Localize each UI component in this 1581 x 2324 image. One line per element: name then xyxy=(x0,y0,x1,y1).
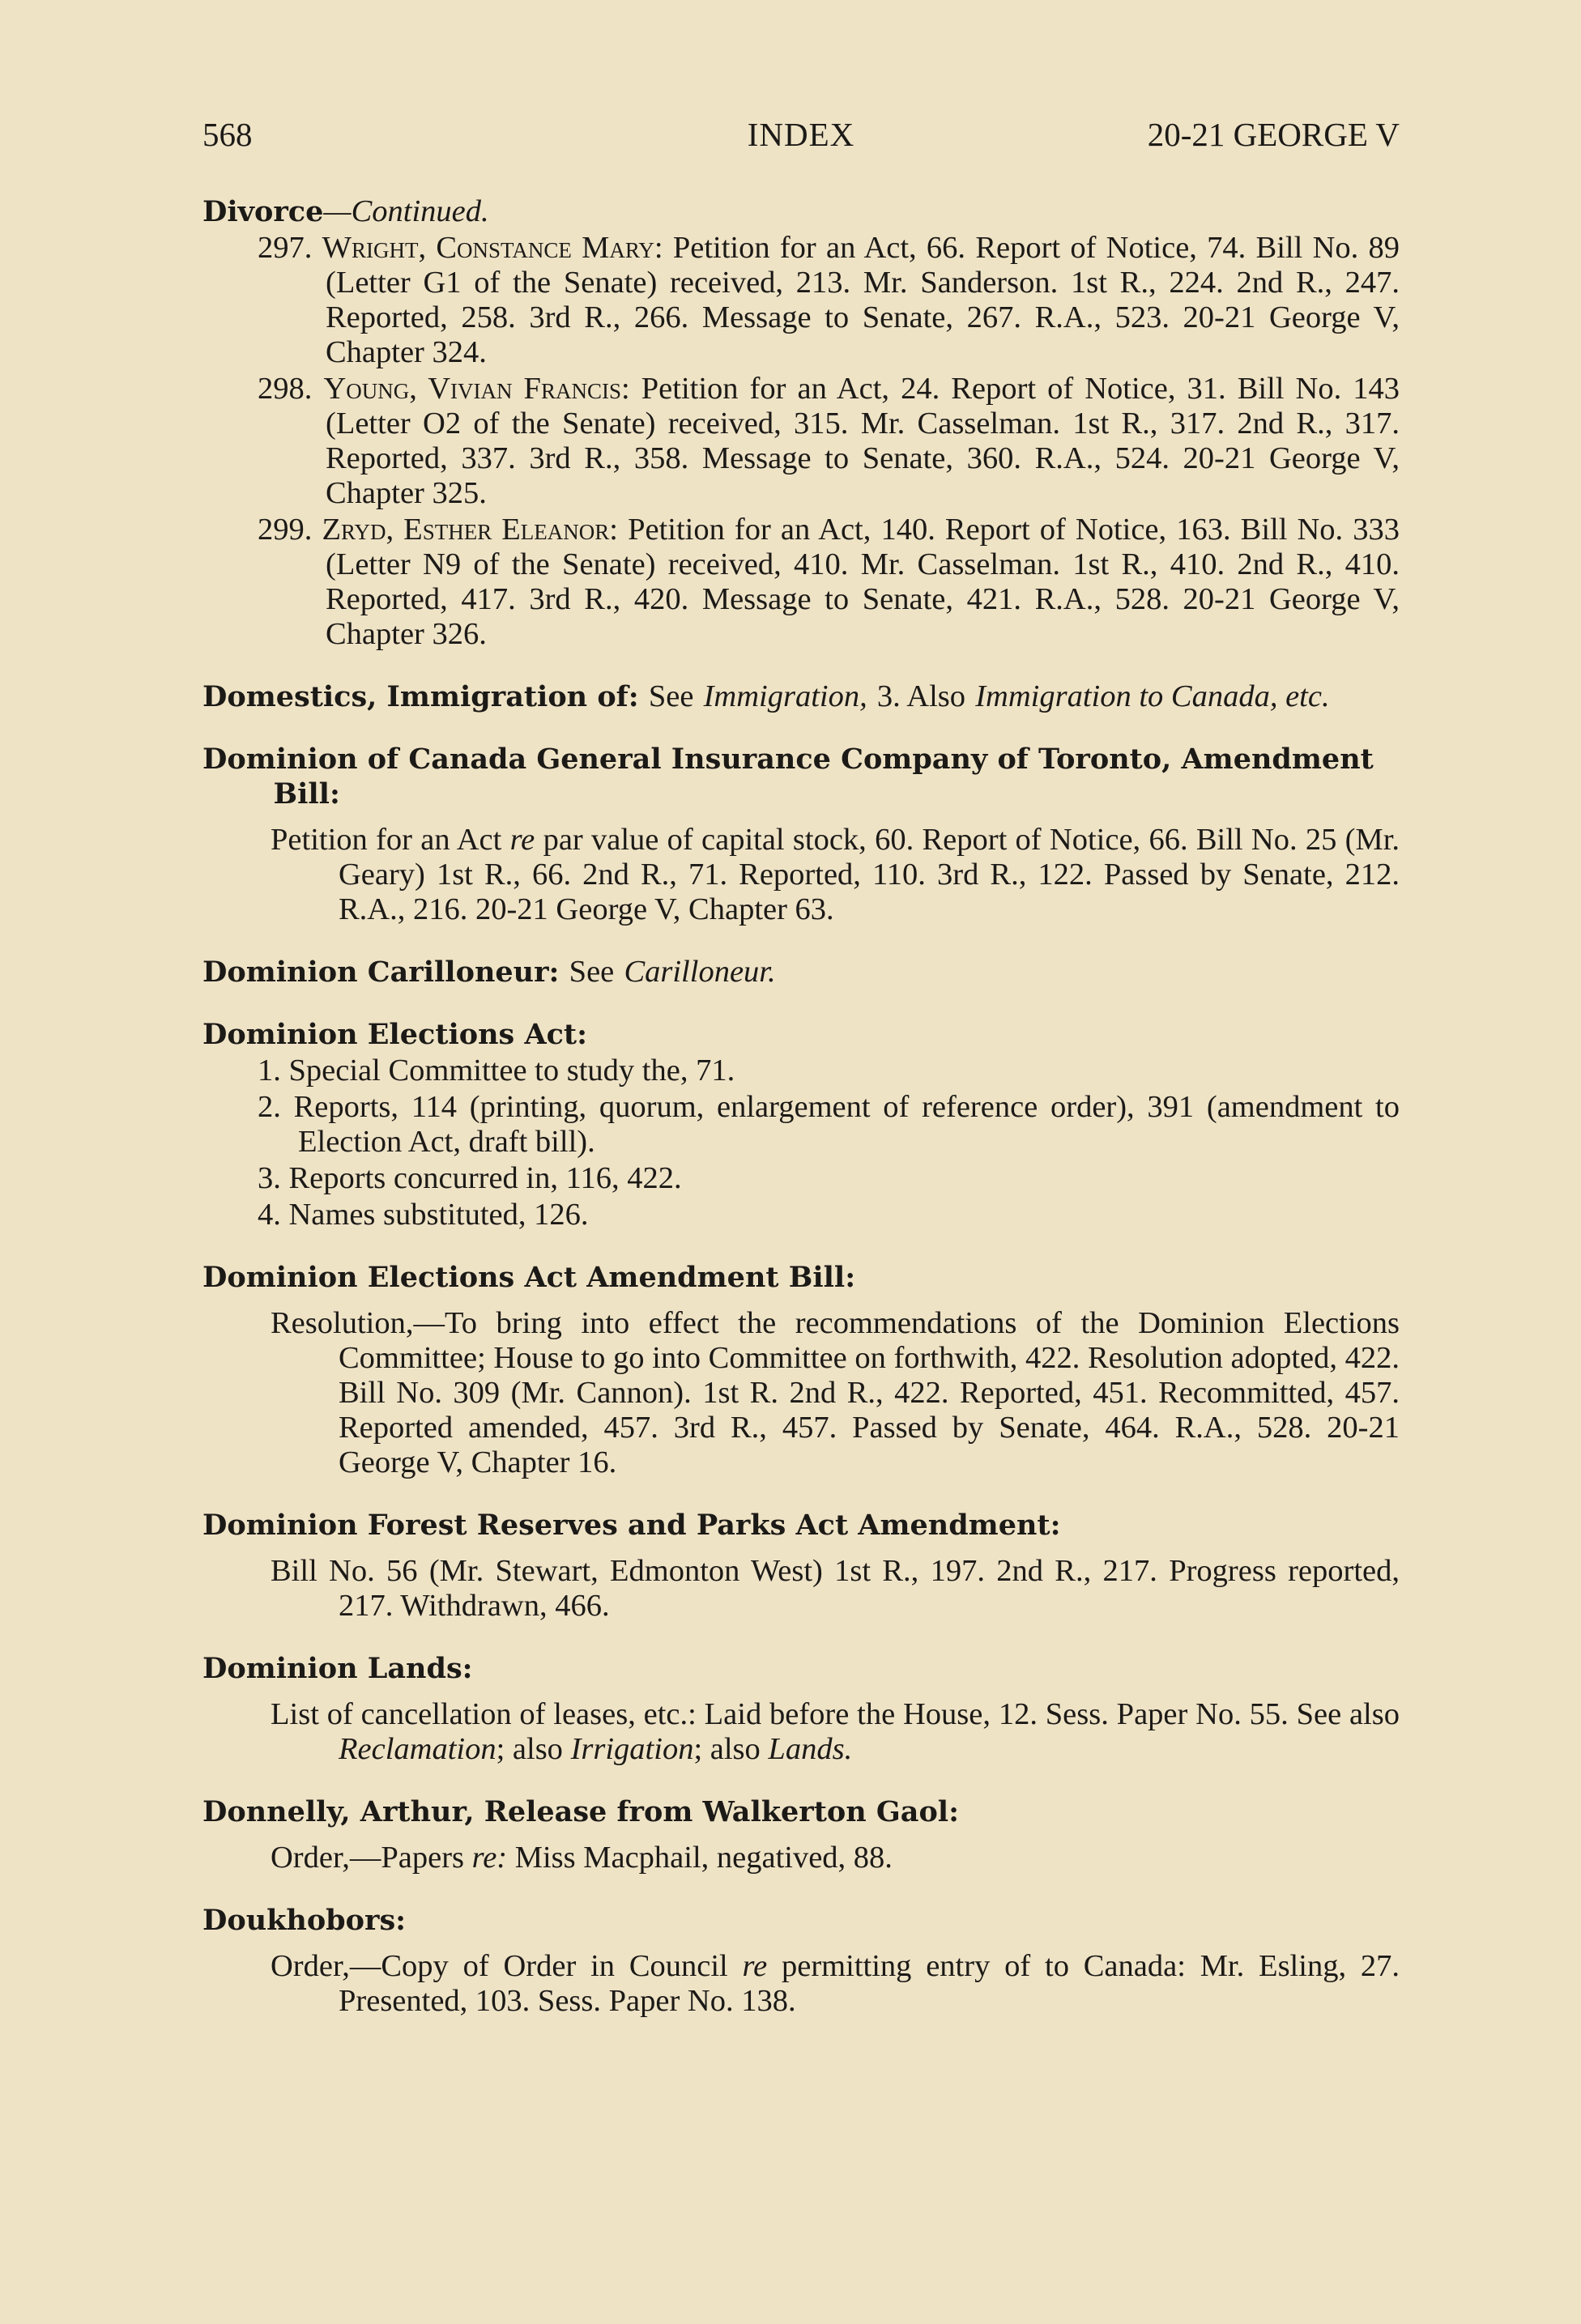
entry-text: : Petition for an Act, 66. Report of Notice, 74. Bill No. 89 (Letter G1 of the Senate) received, 213. Mr. Sanderson. 1st R., 224. 2nd R., 247. Reported, 258. 3rd R., 266. Message to Senate, 267. R.A., 523. 20-21 George V, Chapter 324. xyxy=(326,231,1400,369)
heading-divorce: Divorce—Continued. xyxy=(202,194,489,228)
cross-reference: Immigration, xyxy=(703,679,867,713)
section-carilloneur xyxy=(202,955,1400,990)
section-domestics xyxy=(202,679,1400,714)
divorce-entry xyxy=(258,231,1400,370)
entry-name: Young, Vivian Francis xyxy=(323,372,621,406)
entry-text: : Petition for an Act, 24. Report of Notice, 31. Bill No. 143 (Letter O2 of the Senate) received, 315. Mr. Casselman. 1st R., 317. 2nd R., 317. Reported, 337. 3rd R., 358. Message to Senate, 360. R.A., 524. 20-21 George V, Chapter 325. xyxy=(326,372,1400,510)
heading-dominion-lands: Dominion Lands: xyxy=(202,1652,473,1685)
entry-text: Order,—Copy of Order in Council re permitting entry of to Canada: Mr. Esling, 27. Presented, 103. Sess. Paper No. 138. xyxy=(271,1949,1400,2018)
index-content xyxy=(202,194,1400,2019)
list-item: 4. Names substituted, 126. xyxy=(258,1198,589,1232)
entry-number: 299. xyxy=(258,513,313,547)
entry-text: Bill No. 56 (Mr. Stewart, Edmonton West) 1st R., 197. 2nd R., 217. Progress reported, 217. Withdrawn, 466. xyxy=(271,1554,1400,1623)
header-regnal-year: 20-21 GEORGE V xyxy=(1147,116,1400,153)
section-elections-act xyxy=(202,1017,1400,1232)
cross-reference: Immigration to Canada, etc. xyxy=(975,679,1330,713)
section-divorce xyxy=(202,194,1400,652)
entry-text: Petition for an Act re par value of capital stock, 60. Report of Notice, 66. Bill No. 25 (Mr. Geary) 1st R., 66. 2nd R., 71. Reported, 110. 3rd R., 122. Passed by Senate, 212. R.A., 216. 20-21 George V, Chapter 63. xyxy=(271,823,1400,926)
entry-text: Order,—Papers re: Miss Macphail, negatived, 88. xyxy=(271,1841,893,1875)
divorce-entry xyxy=(258,513,1400,652)
section-donnelly xyxy=(202,1794,1400,1875)
list-item: 3. Reports concurred in, 116, 422. xyxy=(258,1161,682,1195)
list-item: 2. Reports, 114 (printing, quorum, enlargement of reference order), 391 (amendment to Election Act, draft bill). xyxy=(258,1090,1400,1159)
entry-text: : Petition for an Act, 140. Report of Notice, 163. Bill No. 333 (Letter N9 of the Senate) received, 410. Mr. Casselman. 1st R., 410. 2nd R., 410. Reported, 417. 3rd R., 420. Message to Senate, 421. R.A., 528. 20-21 George V, Chapter 326. xyxy=(326,513,1400,651)
section-insurance-company xyxy=(202,742,1400,927)
running-header xyxy=(202,110,1400,159)
entry-text: List of cancellation of leases, etc.: Laid before the House, 12. Sess. Paper No. 55. See also Reclamation; also Irrigation; also Lands. xyxy=(271,1697,1400,1766)
page-number: 568 xyxy=(202,116,253,153)
entry-text: Resolution,—To bring into effect the recommendations of the Dominion Elections Committee; House to go into Committee on forthwith, 422. Resolution adopted, 422. Bill No. 309 (Mr. Cannon). 1st R. 2nd R., 422. Reported, 451. Recommitted, 457. Reported amended, 457. 3rd R., 457. Passed by Senate, 464. R.A., 528. 20-21 George V, Chapter 16. xyxy=(271,1306,1400,1479)
heading-domestics: Domestics, Immigration of: See Immigration, 3. Also Immigration to Canada, etc. xyxy=(202,679,1330,713)
entry-number: 297. xyxy=(258,231,313,265)
cross-reference: Reclamation xyxy=(339,1732,496,1766)
heading-elections-act: Dominion Elections Act: xyxy=(202,1018,587,1051)
heading-insurance-company: Dominion of Canada General Insurance Company of Toronto, Amendment Bill: xyxy=(202,743,1374,811)
cross-reference: Carilloneur. xyxy=(624,955,776,989)
heading-forest-reserves: Dominion Forest Reserves and Parks Act Amendment: xyxy=(202,1509,1061,1542)
entry-name: Zryd, Esther Eleanor xyxy=(322,513,610,547)
heading-donnelly: Donnelly, Arthur, Release from Walkerton Gaol: xyxy=(202,1795,960,1828)
section-doukhobors xyxy=(202,1903,1400,2019)
section-forest-reserves xyxy=(202,1508,1400,1624)
section-elections-amendment xyxy=(202,1260,1400,1480)
heading-carilloneur: Dominion Carilloneur: See Carilloneur. xyxy=(202,955,776,989)
list-item: 1. Special Committee to study the, 71. xyxy=(258,1053,735,1088)
heading-doukhobors: Doukhobors: xyxy=(202,1904,407,1937)
continued-label: —Continued. xyxy=(323,194,489,228)
divorce-entry xyxy=(258,372,1400,511)
section-dominion-lands xyxy=(202,1651,1400,1767)
heading-elections-amendment: Dominion Elections Act Amendment Bill: xyxy=(202,1261,856,1294)
entry-name: Wright, Constance Mary xyxy=(322,231,654,265)
header-title: INDEX xyxy=(747,116,855,153)
entry-number: 298. xyxy=(258,372,313,406)
cross-reference: Lands. xyxy=(768,1732,853,1766)
cross-reference: Irrigation xyxy=(570,1732,694,1766)
